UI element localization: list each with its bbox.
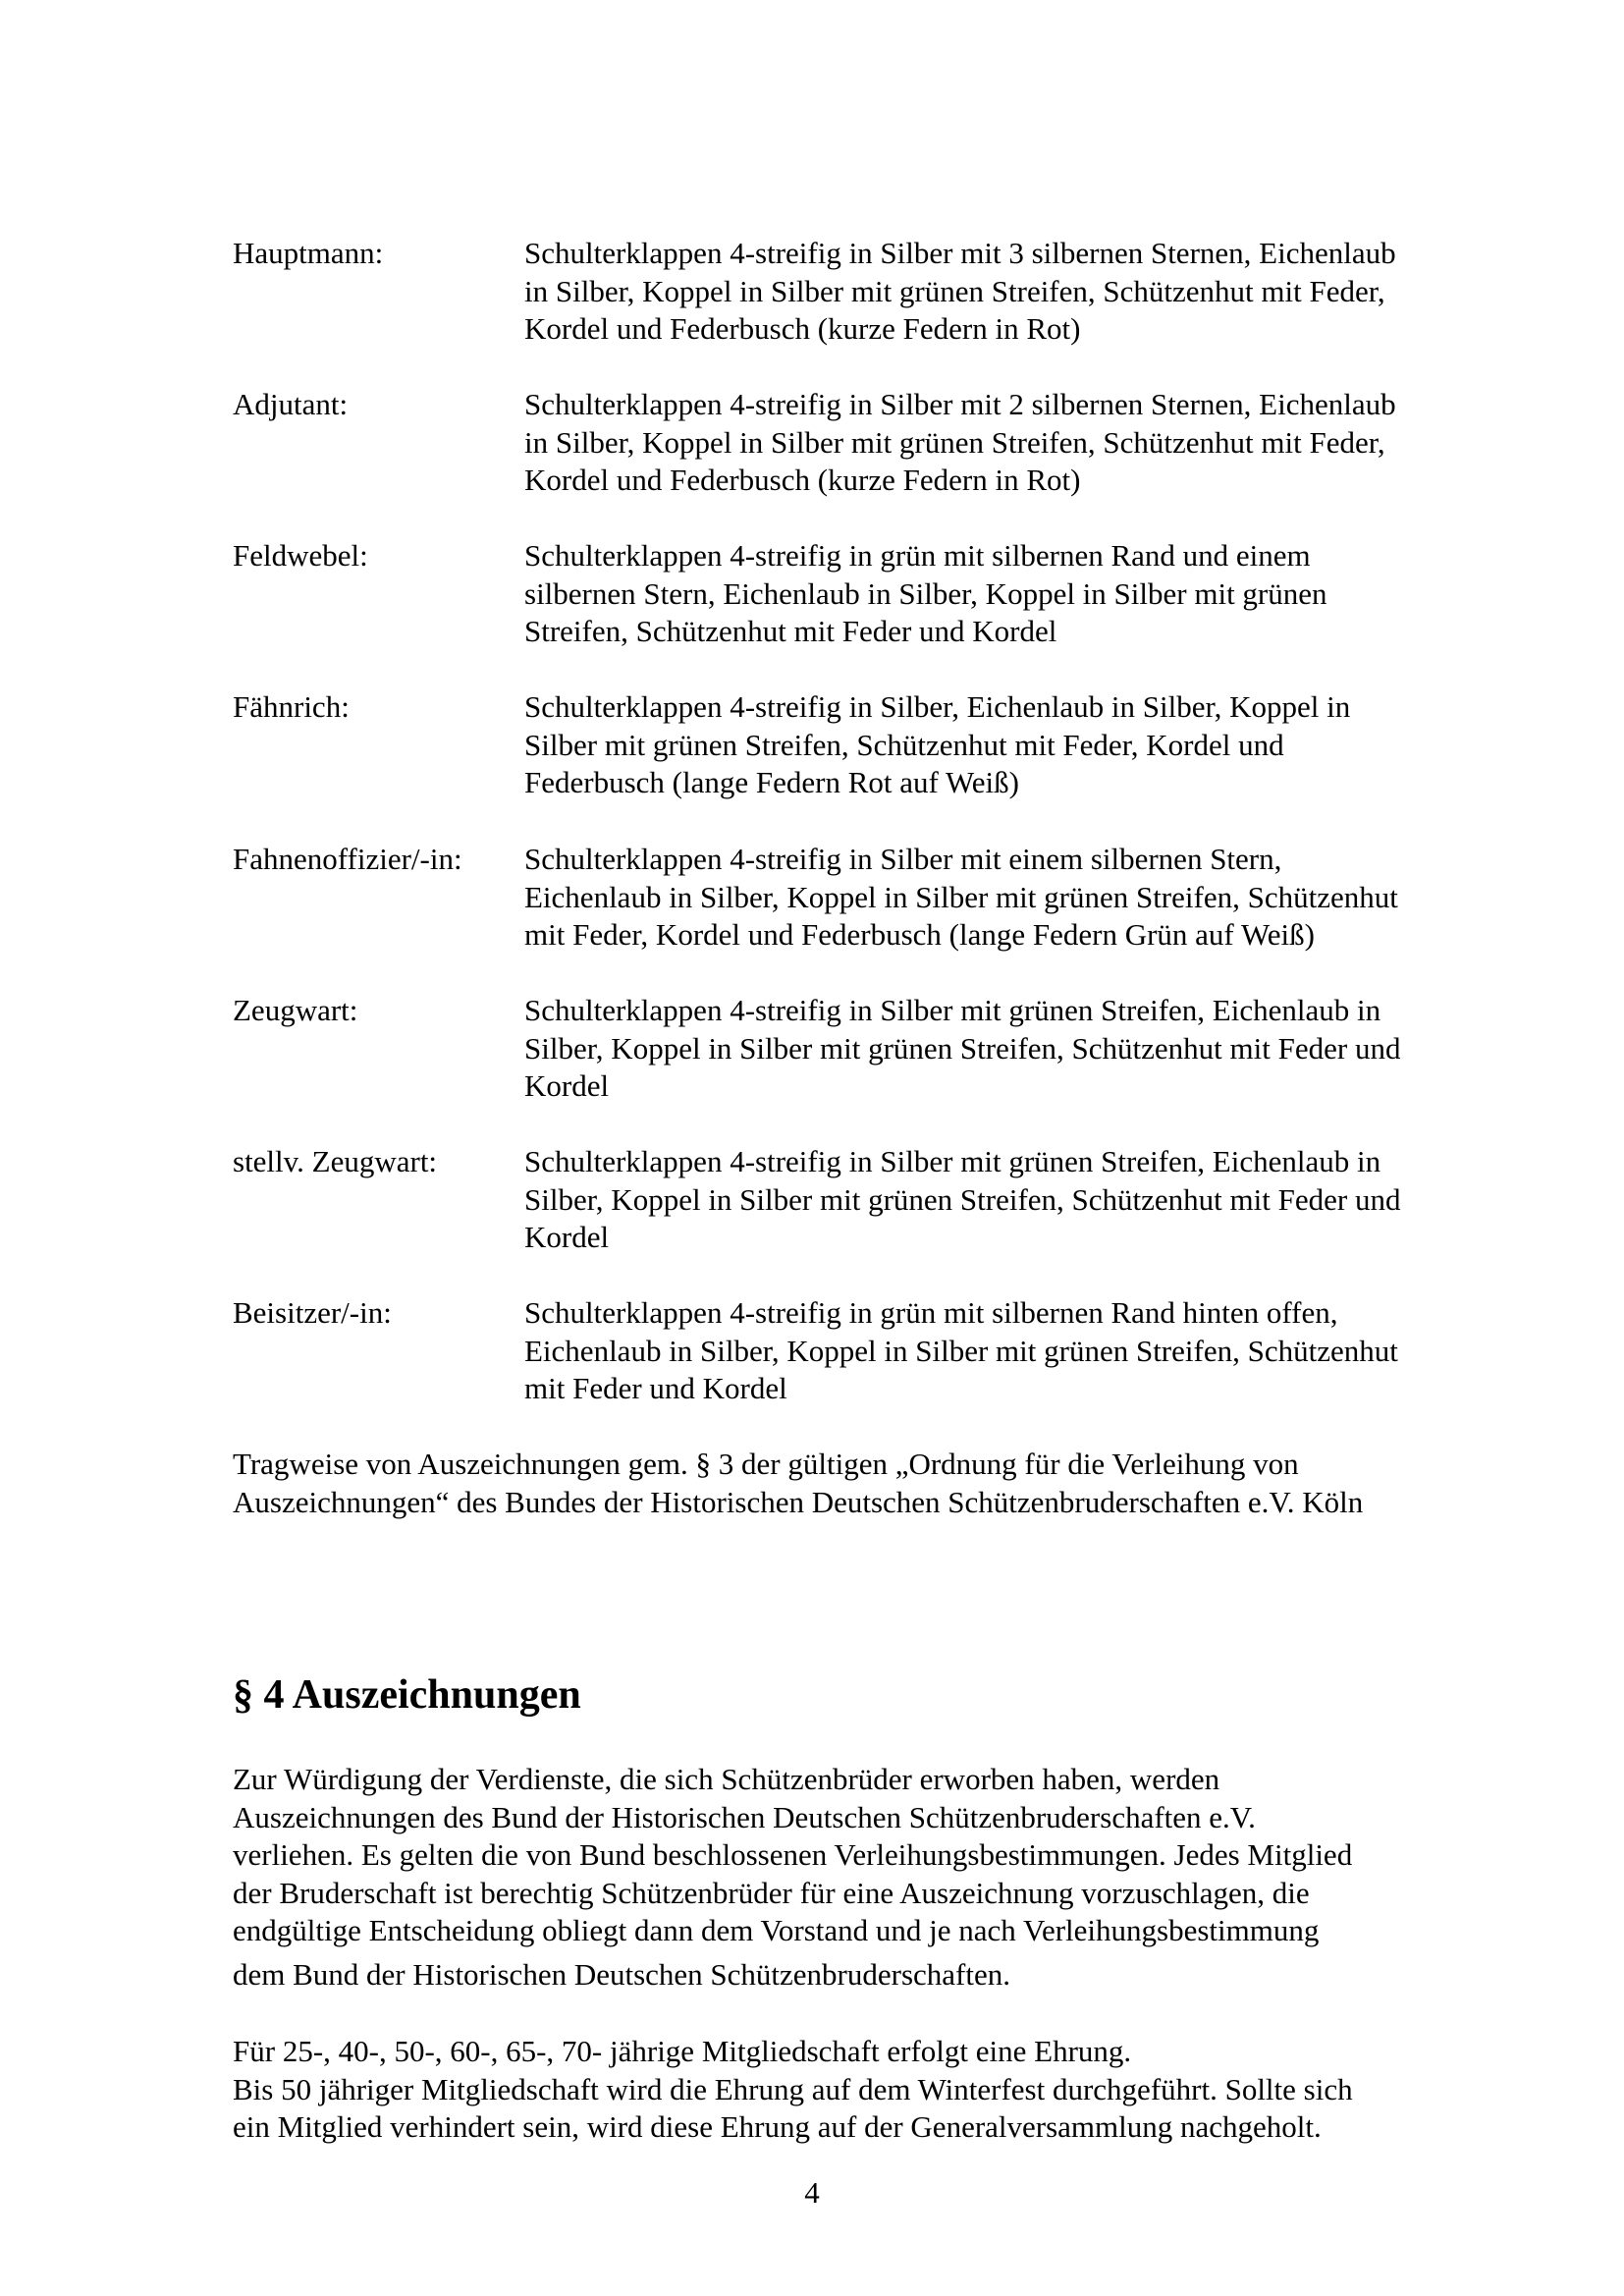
section-heading: § 4 Auszeichnungen <box>233 1672 581 1718</box>
text-line: Auszeichnungen des Bund der Historischen Deutschen Schützenbruderschaften e.V. <box>233 1799 1256 1834</box>
rank-label: Fahnenoffizier/-in: <box>233 842 462 876</box>
text-line: Schulterklappen 4-streifig in Silber, Eichenlaub in Silber, Koppel in <box>524 689 1351 724</box>
text-line: Silber mit grünen Streifen, Schützenhut mit Feder, Kordel und <box>524 727 1284 762</box>
rank-label: Beisitzer/-in: <box>233 1295 392 1330</box>
text-line: Schulterklappen 4-streifig in Silber mit grünen Streifen, Eichenlaub in <box>524 993 1381 1027</box>
text-line: Silber, Koppel in Silber mit grünen Streifen, Schützenhut mit Feder und <box>524 1030 1401 1066</box>
text-line: endgültige Entscheidung obliegt dann dem Vorstand und je nach Verleihungsbestimmung <box>233 1913 1320 1948</box>
rank-description <box>524 1294 1398 1408</box>
text-line: Schulterklappen 4-streifig in Silber mit 3 silbernen Sternen, Eichenlaub <box>524 236 1396 270</box>
rank-description <box>524 1143 1400 1257</box>
text-line: Kordel <box>524 1220 610 1255</box>
text-line: in Silber, Koppel in Silber mit grünen Streifen, Schützenhut mit Feder, <box>524 273 1385 308</box>
text-line: mit Feder, Kordel und Federbusch (lange Federn Grün auf Weiß) <box>524 917 1315 953</box>
page-number: 4 <box>804 2175 820 2210</box>
rank-label: Hauptmann: <box>233 236 384 270</box>
text-line: silbernen Stern, Eichenlaub in Silber, Koppel in Silber mit grünen <box>524 575 1327 611</box>
rank-description <box>524 386 1396 500</box>
membership-paragraph <box>233 2033 1353 2147</box>
text-line: in Silber, Koppel in Silber mit grünen Streifen, Schützenhut mit Feder, <box>524 424 1385 460</box>
text-line: Eichenlaub in Silber, Koppel in Silber mit grünen Streifen, Schützenhut <box>524 879 1398 914</box>
text-line: ein Mitglied verhindert sein, wird diese Ehrung auf der Generalversammlung nachgeholt. <box>233 2109 1322 2145</box>
rank-description <box>524 841 1398 955</box>
text-line: mit Feder und Kordel <box>524 1371 787 1406</box>
text-line: Tragweise von Auszeichnungen gem. § 3 der gültigen „Ordnung für die Verleihung von <box>233 1447 1299 1481</box>
rank-label: Fähnrich: <box>233 689 350 724</box>
text-line: Bis 50 jähriger Mitgliedschaft wird die Ehrung auf dem Winterfest durchgeführt. Sollte sich <box>233 2071 1353 2106</box>
rank-label: Zeugwart: <box>233 993 358 1027</box>
text-line: Für 25-, 40-, 50-, 60-, 65-, 70- jährige Mitgliedschaft erfolgt eine Ehrung. <box>233 2034 1132 2068</box>
rank-label: stellv. Zeugwart: <box>233 1144 438 1178</box>
text-line: Kordel <box>524 1068 610 1104</box>
rank-label: Feldwebel: <box>233 538 368 573</box>
rank-description <box>524 235 1396 349</box>
rank-description <box>524 537 1327 651</box>
text-line: Kordel und Federbusch (kurze Federn in Rot) <box>524 311 1081 347</box>
text-line: Federbusch (lange Federn Rot auf Weiß) <box>524 765 1019 800</box>
text-line: Schulterklappen 4-streifig in Silber mit grünen Streifen, Eichenlaub in <box>524 1144 1381 1178</box>
text-line: Streifen, Schützenhut mit Feder und Kordel <box>524 614 1057 649</box>
text-line: Zur Würdigung der Verdienste, die sich Schützenbrüder erworben haben, werden <box>233 1762 1220 1796</box>
text-line: Silber, Koppel in Silber mit grünen Streifen, Schützenhut mit Feder und <box>524 1181 1401 1217</box>
rank-description <box>524 992 1400 1106</box>
text-line: Kordel und Federbusch (kurze Federn in Rot) <box>524 463 1081 498</box>
text-line: dem Bund der Historischen Deutschen Schützenbruderschaften. <box>233 1956 1010 1992</box>
text-line: der Bruderschaft ist berechtig Schützenbrüder für eine Auszeichnung vorzuschlagen, die <box>233 1875 1310 1910</box>
text-line: verliehen. Es gelten die von Bund beschlossenen Verleihungsbestimmungen. Jedes Mitglied <box>233 1837 1353 1873</box>
text-line: Schulterklappen 4-streifig in grün mit silbernen Rand hinten offen, <box>524 1295 1338 1330</box>
text-line: Schulterklappen 4-streifig in grün mit silbernen Rand und einem <box>524 538 1311 573</box>
rank-description <box>524 688 1350 802</box>
awards-paragraph <box>233 1761 1352 1995</box>
tragweise-paragraph <box>233 1446 1363 1521</box>
text-line: Schulterklappen 4-streifig in Silber mit einem silbernen Stern, <box>524 842 1282 876</box>
rank-label: Adjutant: <box>233 387 349 421</box>
text-line: Auszeichnungen“ des Bundes der Historischen Deutschen Schützenbruderschaften e.V. Köln <box>233 1484 1364 1519</box>
text-line: Schulterklappen 4-streifig in Silber mit 2 silbernen Sternen, Eichenlaub <box>524 387 1396 421</box>
text-line: Eichenlaub in Silber, Koppel in Silber mit grünen Streifen, Schützenhut <box>524 1333 1398 1368</box>
